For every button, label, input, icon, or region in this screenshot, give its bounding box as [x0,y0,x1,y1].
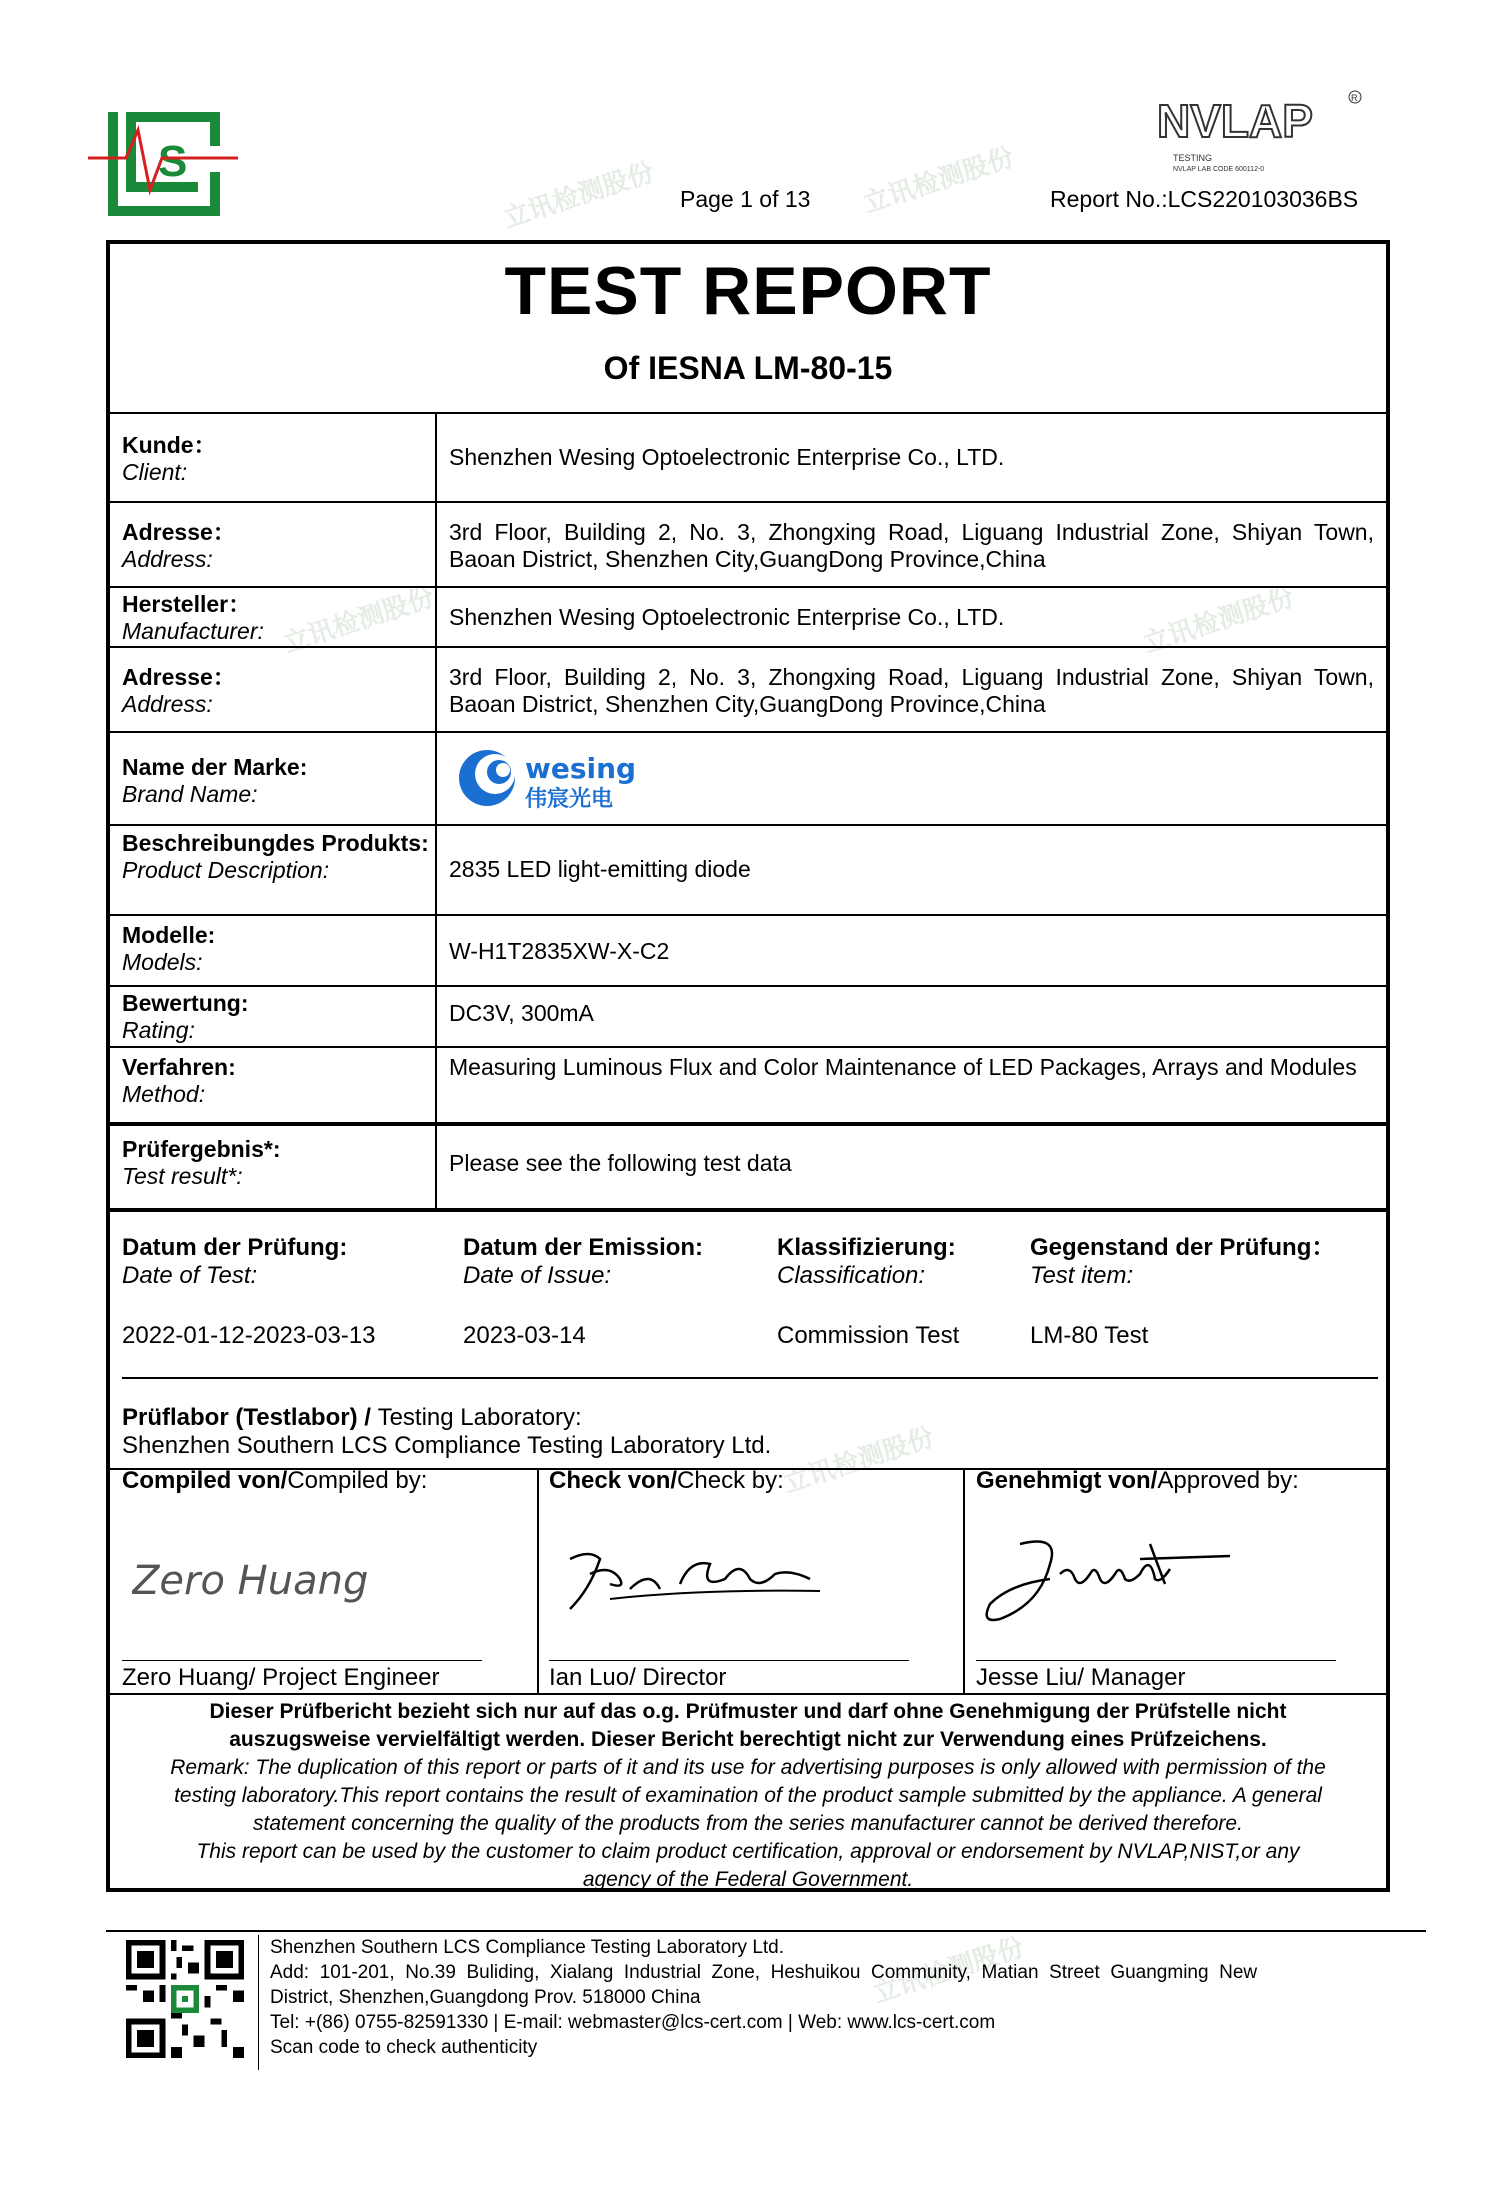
watermark-text: 立讯检测股份 [859,141,1018,219]
method-label: Verfahren: Method: [122,1054,236,1107]
watermark-text: 立讯检测股份 [779,1421,938,1499]
report-number: Report No.:LCS220103036BS [1050,186,1359,212]
rating-value: DC3V, 300mA [449,1000,594,1026]
footer-contact-line: Tel: +(86) 0755-82591330 | E-mail: webmaster@lcs-cert.com | Web: www.lcs-cert.com [270,2012,996,2033]
svg-text:NVLAP LAB CODE 600112-0: NVLAP LAB CODE 600112-0 [1173,166,1265,173]
svg-text:Zero Huang: Zero Huang [132,1558,369,1604]
classification-value: Commission Test [777,1322,960,1349]
approved-by-label: Genehmigt von/Approved by: [976,1467,1299,1494]
nvlap-logo [1155,85,1370,180]
manufacturer-address-label: Adresse： Address: [122,664,236,717]
brand-label: Name der Marke: Brand Name: [122,754,308,807]
test-result-value: Please see the following test data [449,1150,792,1176]
svg-text:wesing: wesing [525,752,637,785]
client-label: Kunde： Client: [122,432,217,485]
testing-laboratory: Prüflabor (Testlabor) / Testing Laboratory: Shenzhen Southern LCS Compliance Testing Laboratory Ltd. [122,1404,772,1459]
lcs-logo [88,110,238,220]
signature-jesse-liu [980,1524,1280,1634]
page-number: Page 1 of 13 [680,186,811,212]
models-value: W-H1T2835XW-X-C2 [449,938,670,964]
qr-code-icon[interactable] [126,1940,244,2058]
client-address-value: 3rd Floor, Building 2, No. 3, Zhongxing Road, Liguang Industrial Zone, Shiyan Town, Baoan District, Shenzhen City,GuangDong Province,China [449,519,1374,572]
footer-scan-note: Scan code to check authenticity [270,2037,538,2058]
svg-text:S: S [158,137,188,186]
client-value: Shenzhen Wesing Optoelectronic Enterprise Co., LTD. [449,444,1005,470]
classification-label: Klassifizierung: Classification: [777,1234,956,1289]
test-item-value: LM-80 Test [1030,1322,1149,1349]
signature-zero-huang [132,1544,432,1614]
svg-text:伟宸光电: 伟宸光电 [525,787,614,812]
method-value: Measuring Luminous Flux and Color Maintenance of LED Packages, Arrays and Modules [449,1054,1357,1080]
footer-address-2: District, Shenzhen,Guangdong Prov. 518000 China [270,1987,701,2008]
manufacturer-address-value: 3rd Floor, Building 2, No. 3, Zhongxing Road, Liguang Industrial Zone, Shiyan Town, Baoan District, Shenzhen City,GuangDong Province,China [449,664,1374,717]
test-item-label: Gegenstand der Prüfung： Test item: [1030,1234,1336,1289]
compiled-by-label: Compiled von/Compiled by: [122,1467,428,1494]
svg-text:TESTING: TESTING [1173,153,1213,163]
models-label: Modelle: Models: [122,922,216,975]
product-description-value: 2835 LED light-emitting diode [449,856,751,882]
check-by-label: Check von/Check by: [549,1467,784,1494]
date-of-test-value: 2022-01-12-2023-03-13 [122,1322,376,1349]
footer-lab-name: Shenzhen Southern LCS Compliance Testing Laboratory Ltd. [270,1937,785,1958]
report-subtitle: Of IESNA LM-80-15 [603,350,893,386]
watermark-text: 立讯检测股份 [499,156,658,234]
date-of-test-label: Datum der Prüfung: Date of Test: [122,1234,348,1289]
rating-label: Bewertung: Rating: [122,990,249,1043]
test-result-label: Prüfergebnis*: Test result*: [122,1136,281,1189]
check-by-name: Ian Luo/ Director [549,1664,727,1691]
manufacturer-value: Shenzhen Wesing Optoelectronic Enterprise Co., LTD. [449,604,1005,630]
approved-by-name: Jesse Liu/ Manager [976,1664,1186,1691]
date-of-issue-value: 2023-03-14 [463,1322,586,1349]
watermark-text: 立讯检测股份 [1139,581,1298,659]
product-description-label: Beschreibungdes Produkts: Product Description: [122,830,429,883]
signature-ian-luo [550,1529,850,1629]
brand-logo [455,744,655,814]
client-address-label: Adresse： Address: [122,519,236,572]
watermark-text: 立讯检测股份 [279,581,438,659]
date-of-issue-label: Datum der Emission: Date of Issue: [463,1234,704,1289]
report-title: TEST REPORT [504,253,992,329]
svg-text:R: R [1351,93,1358,103]
manufacturer-label: Hersteller： Manufacturer: [122,591,264,644]
svg-text:NVLAP: NVLAP [1157,95,1313,147]
watermark-text: 立讯检测股份 [869,1931,1028,2009]
report-cover-box [106,240,1390,1892]
legal-notice: Dieser Prüfbericht bezieht sich nur auf das o.g. Prüfmuster und darf ohne Genehmigung der Prüfstelle nicht auszugsweise vervielfältigt werden. Dieser Bericht berechtigt nicht zur Verwendung eines Prüfzeichens. Remark: The duplication of this report or parts of it and its use for advertising purposes is only allowed with permission of the testing laboratory.This report contains the result of examination of the product sample submitted by the appliance. A general statement concerning the quality of the products from the series manufacturer cannot be derived therefore. This report can be used by the customer to claim product certification, approval or endorsement by NVLAP,NIST,or any agency of the Federal Government. [170,1700,1326,1891]
footer-contact [270,1935,1415,2060]
footer-address-1: Add: 101-201, No.39 Buliding, Xialang Industrial Zone, Heshuikou Community, Matian Street Guangming New [270,1962,1258,1983]
compiled-by-name: Zero Huang/ Project Engineer [122,1664,440,1691]
